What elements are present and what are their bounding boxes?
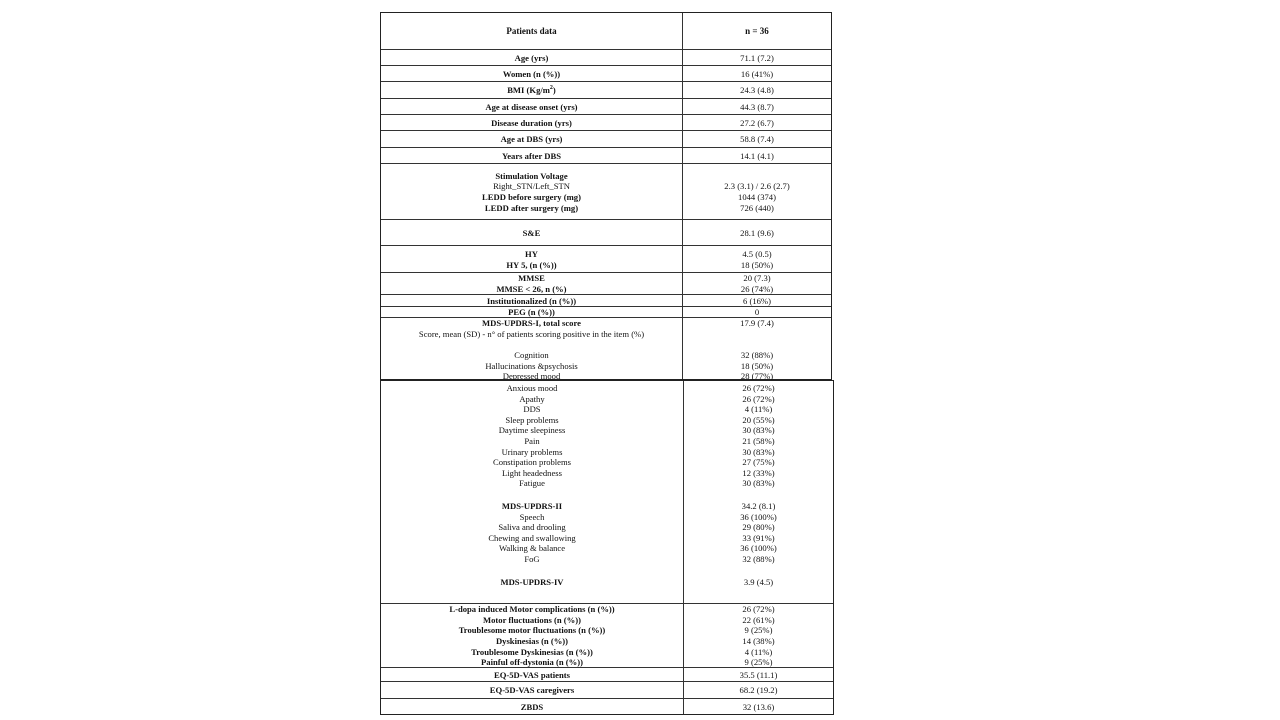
table-row (381, 114, 831, 131)
table-row-updrs1 (381, 317, 831, 382)
item-value: 9 (25%) (744, 625, 773, 636)
item-label: Anxious mood (506, 383, 558, 393)
row-label: MMSE (518, 273, 545, 284)
section-label: MDS-UPDRS-IV (500, 576, 564, 587)
row-value: 35.5 (11.1) (739, 669, 778, 680)
row-value: 0 (754, 307, 760, 318)
item-value: 30 (83%) (742, 446, 775, 457)
row-label: Age at DBS (yrs) (500, 134, 563, 145)
row-label: MMSE < 26, n (%) (496, 284, 567, 294)
item-value: 27 (75%) (742, 457, 775, 468)
row-value: 16 (41%) (740, 68, 774, 79)
item-label: Urinary problems (501, 446, 563, 457)
row-label: Age at disease onset (yrs) (485, 101, 578, 112)
row-value: 726 (440) (740, 202, 774, 213)
patients-data-table-continued (380, 380, 834, 715)
item-label: Depressed mood (502, 371, 561, 382)
item-label: Motor fluctuations (n (%)) (483, 614, 581, 625)
row-value: 4.5 (0.5) (742, 248, 772, 259)
row-label: LEDD after surgery (mg) (484, 202, 579, 213)
row-label: Institutionalized (n (%)) (486, 295, 577, 306)
item-value: 32 (88%) (742, 553, 775, 564)
section-label: MDS-UPDRS-II (501, 500, 563, 511)
item-label: Apathy (519, 393, 545, 404)
row-label: EQ-5D-VAS patients (493, 669, 570, 680)
item-label: Cognition (514, 350, 549, 361)
row-label: Years after DBS (501, 150, 562, 161)
item-label: Saliva and drooling (498, 522, 566, 533)
table-row (381, 698, 833, 715)
item-label: Fatigue (519, 478, 545, 489)
item-value: 30 (83%) (742, 478, 775, 489)
row-label: Disease duration (yrs) (491, 117, 572, 128)
section-value: 3.9 (4.5) (743, 576, 774, 587)
item-label: Hallucinations &psychosis (485, 360, 578, 371)
item-value: 33 (91%) (742, 532, 775, 543)
row-value: 26 (74%) (740, 284, 774, 294)
item-label: Walking & balance (498, 543, 566, 554)
row-value: 27.2 (6.7) (740, 117, 774, 128)
row-label: LEDD before surgery (mg) (482, 192, 581, 202)
item-value: 18 (50%) (740, 360, 774, 371)
row-value: 20 (7.3) (743, 273, 771, 284)
table-row-motor (381, 603, 833, 668)
table-header-row (381, 13, 831, 49)
table-row-symptoms (381, 381, 833, 603)
row-label: Right_STN/Left_STN (493, 181, 570, 192)
row-label: BMI $(Kg/m^2)$ (507, 85, 556, 96)
row-label: Stimulation Voltage (495, 170, 568, 181)
row-value: 24.3 (4.8) (740, 85, 774, 96)
item-label: Speech (519, 511, 545, 522)
row-label: HY (525, 248, 538, 259)
item-label: Constipation problems (492, 457, 572, 468)
item-value: 28 (77%) (740, 371, 774, 382)
row-value: 68.2 (19.2) (739, 685, 778, 696)
row-label: ZBDS (520, 701, 544, 712)
item-value: 36 (100%) (740, 511, 777, 522)
table-row (381, 667, 833, 682)
item-value: 20 (55%) (742, 414, 775, 425)
item-value: 14 (38%) (742, 636, 775, 646)
row-value: 32 (13.6) (742, 701, 775, 712)
item-label: FoG (524, 553, 540, 564)
item-label: Troublesome motor fluctuations (n (%)) (458, 625, 606, 636)
row-label: MDS-UPDRS-I, total score (482, 318, 581, 328)
row-value: 17.9 (7.4) (740, 318, 774, 328)
table-row-hy (381, 245, 831, 273)
table-row (381, 219, 831, 246)
item-value: 30 (83%) (742, 425, 775, 436)
item-label: Light headedness (502, 467, 562, 478)
row-value: 28.1 (9.6) (740, 227, 774, 238)
item-value: 21 (58%) (742, 435, 775, 446)
item-label: Chewing and swallowing (488, 532, 576, 543)
item-value: 4 (11%) (744, 404, 773, 415)
item-value: 32 (88%) (740, 350, 774, 361)
table-row (381, 81, 831, 99)
table-row (381, 49, 831, 66)
row-label: EQ-5D-VAS caregivers (489, 685, 575, 696)
table-row-mmse (381, 272, 831, 295)
row-value: 71.1 (7.2) (740, 52, 774, 63)
table-row (381, 130, 831, 148)
table-row (381, 147, 831, 164)
row-label: HY 5, (n (%)) (506, 259, 557, 270)
item-label: Pain (524, 435, 540, 446)
item-value: 26 (72%) (742, 383, 775, 393)
item-label: Sleep problems (505, 414, 559, 425)
item-label: L-dopa induced Motor complications (n (%)) (449, 604, 615, 615)
item-value: 12 (33%) (742, 467, 775, 478)
item-label: Dyskinesias (n (%)) (495, 636, 569, 646)
table-row (381, 98, 831, 115)
item-value: 36 (100%) (740, 543, 777, 554)
row-value: 1044 (374) (738, 192, 776, 202)
item-label: Daytime sleepiness (498, 425, 566, 436)
section-value: 34.2 (8.1) (741, 500, 776, 511)
item-label: Troublesome Dyskinesias (n (%)) (471, 646, 593, 657)
row-value: 2.3 (3.1) / 2.6 (2.7) (724, 181, 790, 192)
row-label: PEG (n (%)) (508, 307, 555, 318)
header-label: Patients data (506, 25, 557, 36)
row-label: Score, mean (SD) - n° of patients scoring positive in the item (%) (418, 328, 645, 339)
row-value: 18 (50%) (740, 259, 774, 270)
item-value: 4 (11%) (744, 646, 773, 657)
patients-data-table (380, 12, 832, 380)
item-value: 9 (25%) (744, 657, 773, 668)
item-value: 29 (80%) (742, 522, 775, 533)
table-row-stimulation (381, 163, 831, 220)
table-row (381, 681, 833, 699)
item-label: DDS (523, 404, 541, 415)
row-value: 44.3 (8.7) (740, 101, 774, 112)
item-value: 26 (72%) (742, 393, 775, 404)
table-row (381, 65, 831, 82)
row-label: S&E (522, 227, 541, 238)
item-label: Painful off-dystonia (n (%)) (481, 657, 583, 668)
header-value: n = 36 (745, 25, 769, 36)
item-value: 26 (72%) (742, 604, 775, 615)
row-value: 14.1 (4.1) (740, 150, 774, 161)
row-label: Women (n (%)) (502, 68, 561, 79)
item-value: 22 (61%) (742, 614, 775, 625)
row-label: Age (yrs) (514, 52, 549, 63)
row-value: 6 (16%) (743, 295, 771, 306)
row-value: 58.8 (7.4) (740, 134, 774, 145)
